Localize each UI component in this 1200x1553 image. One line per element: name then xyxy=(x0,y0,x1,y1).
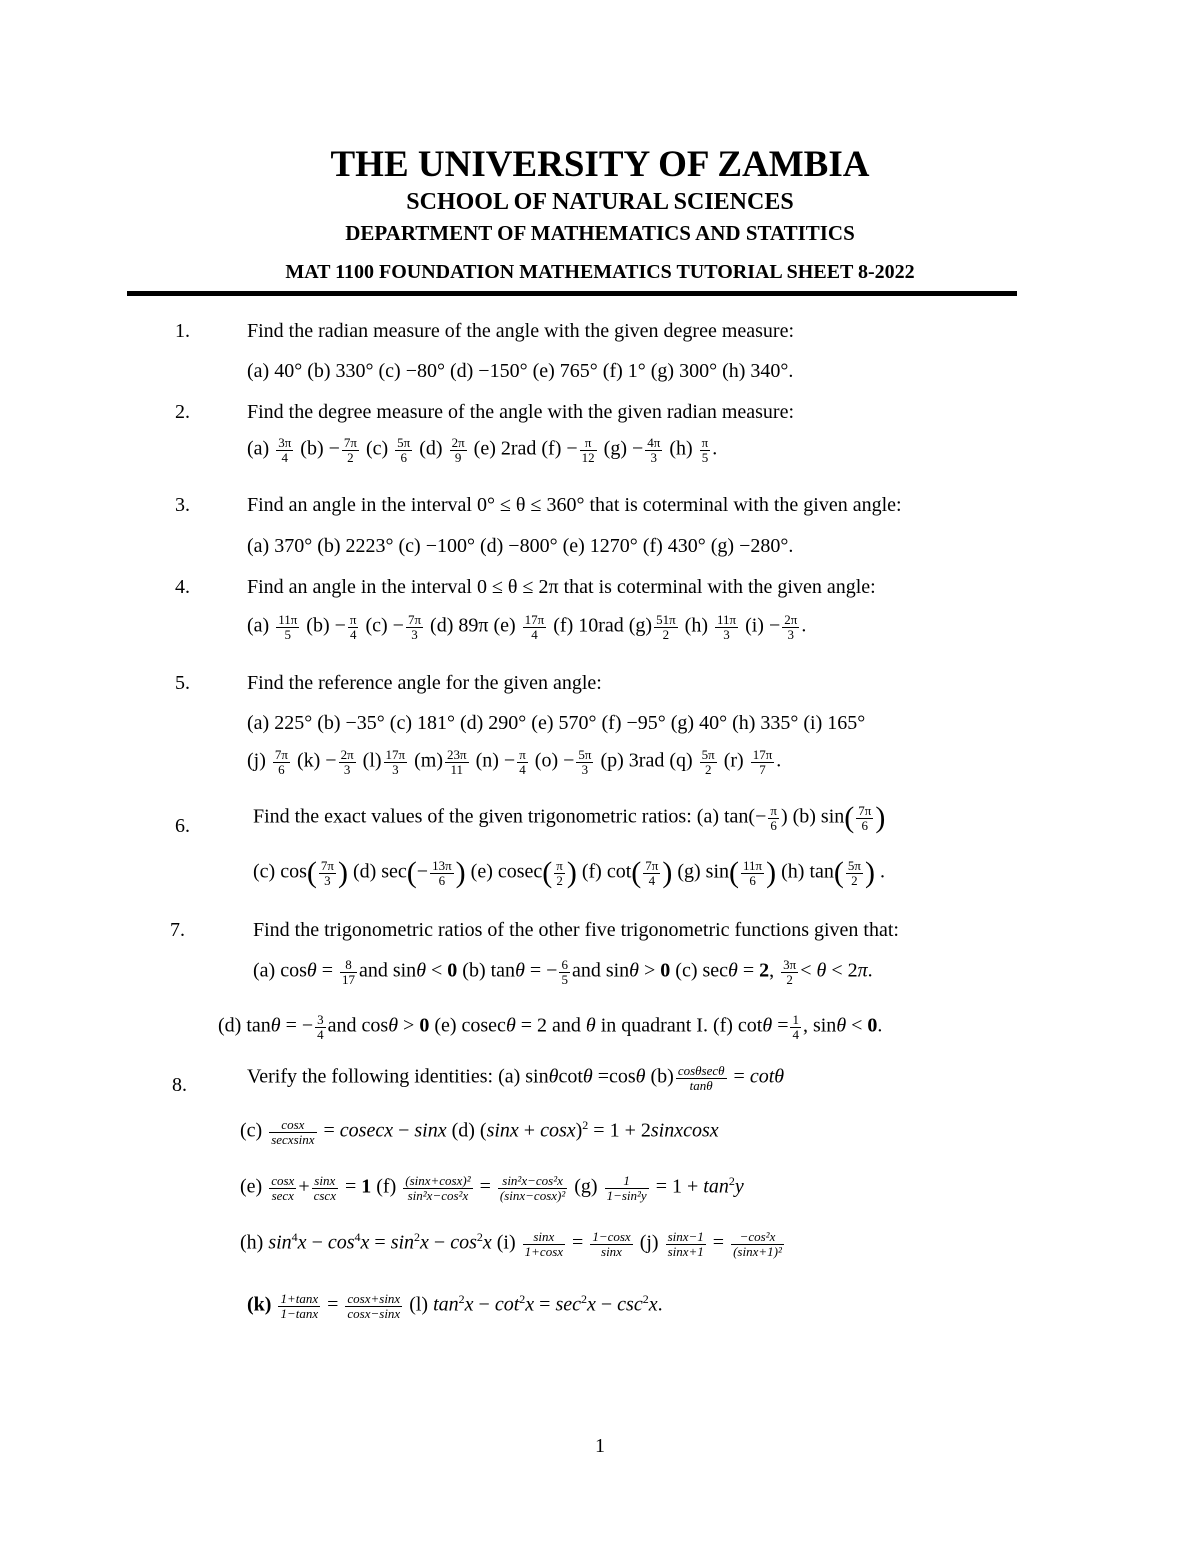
question-parts: (c) cos( $\frac{7\pi}{3}$ ) (d) sec(− $\frac{13\pi}{6}$ ) (e) cosec( $\frac{\pi}{2}$ ) (f) cot( $\frac{7\pi}{4}$ ) (g) sin( $\frac{11\pi}{6}$ ) (h) tan( $\frac{5\pi}{2}$ ) . xyxy=(253,856,885,889)
question-parts: (c) $\frac{\cos x}{\text{secxsinx}}$ = cosecx − sinx (d) $(\sin x + \cos x)^2 = 1$ + 2sinxcosx xyxy=(240,1117,719,1147)
question-prompt: Verify the following identities: xyxy=(247,1065,494,1088)
university-title: THE UNIVERSITY OF ZAMBIA xyxy=(330,144,870,185)
question-number: 1. xyxy=(175,320,190,342)
question-number: 8. xyxy=(172,1074,187,1096)
question-prompt: Find the radian measure of the angle with the given degree measure: xyxy=(247,320,795,342)
school-title: SCHOOL OF NATURAL SCIENCES xyxy=(406,189,794,215)
question-prompt-row: Find the exact values of the given trigonometric ratios: (a) tan(− $\frac{\pi}{6}$ ) (b) sin( $\frac{7\pi}{6}$ ) xyxy=(253,801,886,834)
question-prompt: Find an angle in the interval 0° ≤ θ ≤ 360° that is coterminal with the given angle: xyxy=(247,494,902,516)
question-number: 4. xyxy=(175,576,190,598)
question-parts: (d) tanθ = − $\frac{3}{4}$ and cosθ > 0 (e) cosecθ = 2 and θ in quadrant I. (f) cotθ = $\frac{1}{4}$ , sinθ < 0. xyxy=(218,1012,883,1042)
question-prompt: Find the exact values of the given trigonometric ratios: xyxy=(253,805,692,828)
page-number: 1 xyxy=(595,1435,605,1457)
question-prompt: Find the degree measure of the angle with the given radian measure: xyxy=(247,401,795,423)
question-parts: (a) 370° (b) 2223° (c) −100° (d) −800° (e) 1270° (f) 430° (g) −280°. xyxy=(247,535,794,557)
question-number: 3. xyxy=(175,494,190,516)
question-prompt: Find the reference angle for the given angle: xyxy=(247,672,602,694)
question-prompt-row: Verify the following identities: (a) sinθcotθ =cosθ (b) $\frac{\cos\theta\sec\theta}{\tan\theta}$ = cotθ xyxy=(247,1063,785,1093)
question-parts: (a) 225° (b) −35° (c) 181° (d) 290° (e) 570° (f) −95° (g) 40° (h) 335° (i) 165° xyxy=(247,712,866,734)
question-parts: (a) $\frac{3\pi}{4}$ (b) − $\frac{7\pi}{2}$ (c) $\frac{5\pi}{6}$ (d) $\frac{2\pi}{9}$ (e) 2rad (f) − $\frac{\pi}{12}$ (g) − $\frac{4\pi}{3}$ (h) $\frac{\pi}{5}$ . xyxy=(247,435,718,465)
question-parts: (j) $\frac{7\pi}{6}$ (k) − $\frac{2\pi}{3}$ (l) $\frac{17\pi}{3}$ (m) $\frac{23\pi}{11}$ (n) − $\frac{\pi}{4}$ (o) − $\frac{5\pi}{3}$ (p) 3rad (q) $\frac{5\pi}{2}$ (r) $\frac{17\pi}{7}$ . xyxy=(247,747,782,777)
question-parts: (h) $\sin^4x - \cos^4x = \sin^2x - \cos^2x$ (i) $\frac{\sin x}{1+\cos x}$ = $\frac{1-\cos x}{\sin x}$ (j) $\frac{\sin x-1}{\sin x+1}$ = $\frac{\text{−cos²x}}{\text{(sinx+1)²}}$ xyxy=(240,1229,782,1259)
question-number: 6. xyxy=(175,815,190,837)
question-number: 7. xyxy=(170,919,185,941)
question-prompt: Find the trigonometric ratios of the other five trigonometric functions given that: xyxy=(253,919,899,941)
question-parts: (a) 40° (b) 330° (c) −80° (d) −150° (e) 765° (f) 1° (g) 300° (h) 340°. xyxy=(247,360,794,382)
sheet-title: MAT 1100 FOUNDATION MATHEMATICS TUTORIAL SHEET 8-2022 xyxy=(285,261,915,283)
question-parts: (a) cosθ = $\frac{8}{17}$ and sinθ < 0 (b) tanθ = − $\frac{6}{5}$ and sinθ > 0 (c) secθ = 2, $\frac{3\pi}{2}$ < θ < 2π. xyxy=(253,957,873,987)
header-divider xyxy=(127,291,1017,296)
department-title: DEPARTMENT OF MATHEMATICS AND STATITICS xyxy=(345,221,855,245)
question-number: 2. xyxy=(175,401,190,423)
question-parts: (a) $\frac{11\pi}{5}$ (b) − $\frac{\pi}{4}$ (c) − $\frac{7\pi}{3}$ (d) 89π (e) $\frac{17\pi}{4}$ (f) 10rad (g) $\frac{51\pi}{2}$ (h) $\frac{11\pi}{3}$ (i) − $\frac{2\pi}{3}$ . xyxy=(247,612,807,642)
question-parts: (k) $\frac{1+\tan x}{1-\tan x}$ = $\frac{\cos x+\sin x}{\cos x-\sin x}$ (l) $\tan^2x - \cot^2x = \sec^2x - \csc^2x$. xyxy=(247,1291,663,1321)
question-prompt: Find an angle in the interval 0 ≤ θ ≤ 2π that is coterminal with the given angle: xyxy=(247,576,876,598)
question-number: 5. xyxy=(175,672,190,694)
question-parts: (e) $\frac{\cos x}{\sec x}$ + $\frac{\sin x}{\csc x}$ = 1 (f) $\frac{\text{(sinx+cosx)²}}{\text{sin²x−cos²x}}$ = $\frac{\text{sin²x−cos²x}}{\text{(sinx−cosx)²}}$ (g) $\frac{1}{\text{1−sin²y}}$ = $1 + \tan^2y$ xyxy=(240,1173,744,1203)
